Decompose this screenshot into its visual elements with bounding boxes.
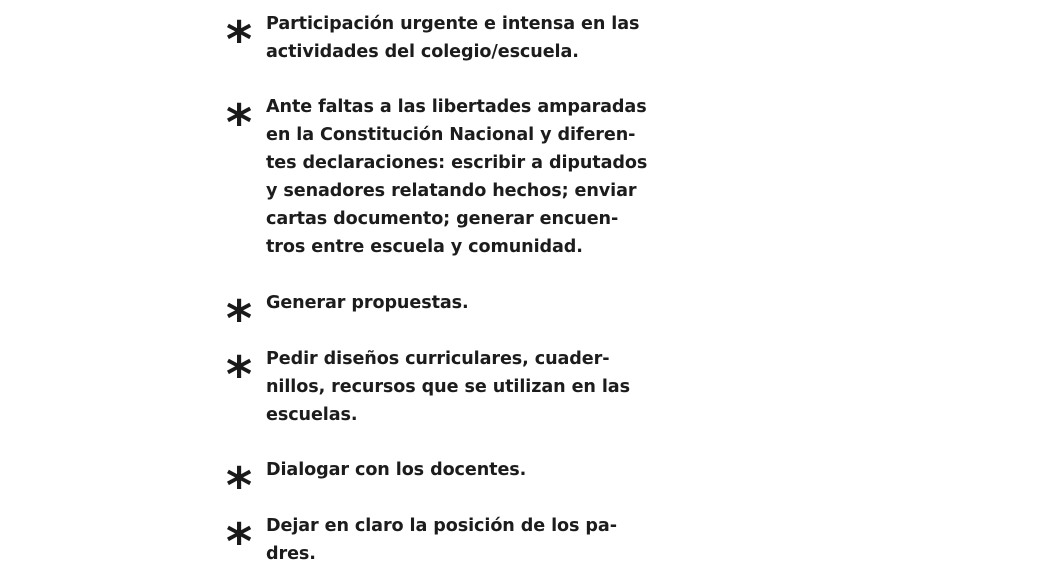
text-line: tes declaraciones: escribir a diputados bbox=[266, 153, 648, 173]
list-item bbox=[226, 10, 646, 69]
list-item bbox=[226, 456, 646, 515]
text-line: Dejar en claro la posición de los pa- bbox=[266, 516, 617, 536]
list-item bbox=[226, 345, 646, 429]
asterisk-bullet-icon: * bbox=[226, 457, 253, 515]
list-item bbox=[226, 512, 646, 571]
text-line: Pedir diseños curriculares, cuader- bbox=[266, 349, 610, 369]
asterisk-bullet-icon: * bbox=[226, 290, 253, 348]
asterisk-bullet-icon: * bbox=[226, 513, 253, 571]
asterisk-bullet-icon: * bbox=[226, 11, 253, 69]
text-line: Ante faltas a las libertades amparadas bbox=[266, 97, 647, 117]
text-line: escuelas. bbox=[266, 405, 358, 425]
list-item-text bbox=[266, 345, 630, 429]
list-item-text bbox=[266, 10, 639, 66]
text-line: Dialogar con los docentes. bbox=[266, 460, 527, 480]
list-item bbox=[226, 93, 646, 261]
list-item-text bbox=[266, 289, 469, 317]
list-item-text bbox=[266, 93, 647, 261]
text-line: en la Constitución Nacional y diferen- bbox=[266, 125, 636, 145]
text-line: actividades del colegio/escuela. bbox=[266, 42, 579, 62]
text-line: tros entre escuela y comunidad. bbox=[266, 237, 583, 257]
text-line: nillos, recursos que se utilizan en las bbox=[266, 377, 630, 397]
text-line: dres. bbox=[266, 544, 316, 564]
text-line: Generar propuestas. bbox=[266, 293, 469, 313]
list-item bbox=[226, 289, 646, 348]
text-line: y senadores relatando hechos; enviar bbox=[266, 181, 637, 201]
asterisk-bullet-icon: * bbox=[226, 346, 253, 404]
list-item-text bbox=[266, 456, 526, 484]
text-line: Participación urgente e intensa en las bbox=[266, 14, 640, 34]
asterisk-bullet-icon: * bbox=[226, 94, 253, 152]
list-item-text bbox=[266, 512, 617, 568]
text-line: cartas documento; generar encuen- bbox=[266, 209, 619, 229]
